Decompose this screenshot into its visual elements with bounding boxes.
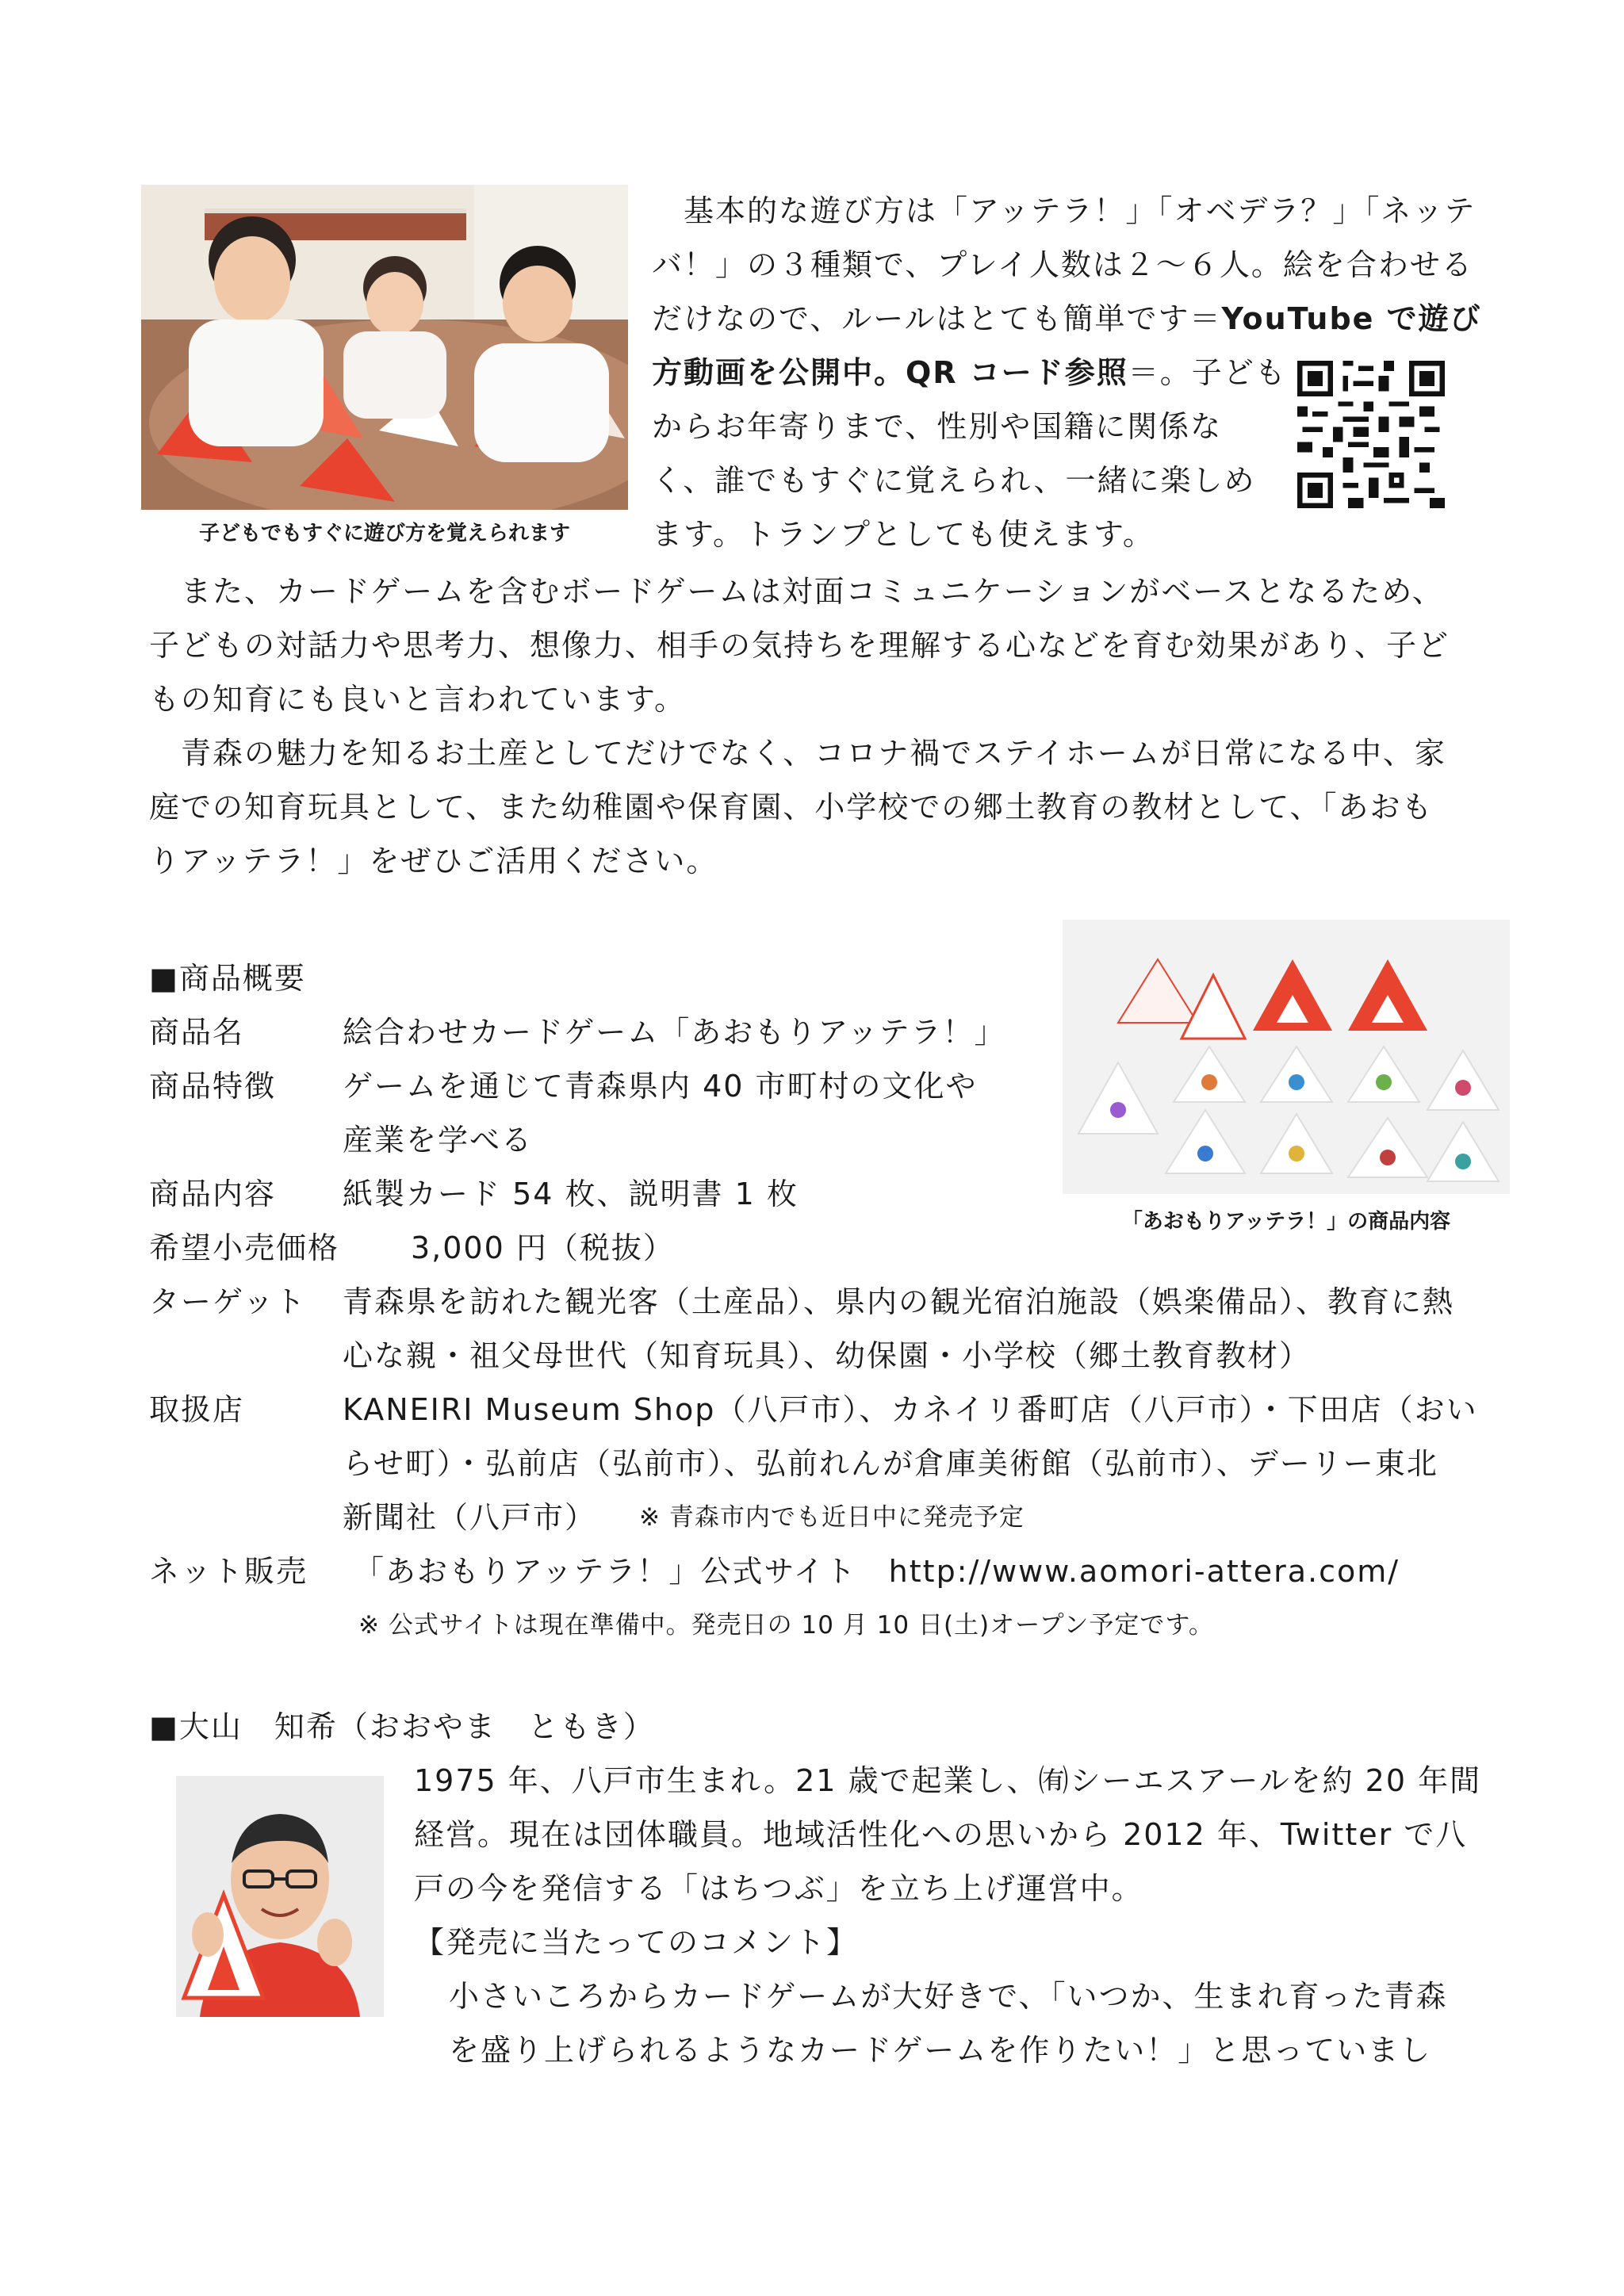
store-note: ※ 青森市内でも近日中に発売予定 [639,1503,1025,1532]
value-product-name: 絵合わせカードゲーム「あおもりアッテラ！」 [343,1015,1006,1050]
profile-heading: ■大山 知希（おおやま ともき） [149,1709,655,1744]
para2-line-2: 子どもの対話力や思考力、想像力、相手の気持ちを理解する心などを育む効果があり、子ど [149,628,1450,663]
label-online-sales: ネット販売 [149,1554,308,1589]
value-product-features-2: 産業を学べる [343,1123,534,1158]
para2-line-1: また、カードゲームを含むボードゲームは対面コミュニケーションがベースとなるため、 [149,574,1444,609]
intro-line-3: だけなので、ルールはとても簡単です＝YouTube で遊び [652,301,1482,336]
profile-line-3: 戸の今を発信する「はちつぶ」を立ち上げ運営中。 [414,1871,1143,1906]
qr-code-image[interactable] [1297,361,1445,508]
youtube-bold: YouTube で遊び [1221,301,1482,336]
label-product-features: 商品特徴 [149,1069,277,1104]
value-stores-2: らせ町）・弘前店（弘前市）、弘前れんが倉庫美術館（弘前市）、デーリー東北 [343,1446,1438,1481]
product-heading: ■商品概要 [149,961,306,996]
comment-line-2: を盛り上げられるようなカードゲームを作りたい！」と思っていまし [449,2033,1432,2068]
children-playing-photo [141,185,628,510]
photo1-caption: 子どもでもすぐに遊び方を覚えられます [198,522,570,545]
value-stores-1: KANEIRI Museum Shop（八戸市）、カネイリ番町店（八戸市）・下田店（おい [343,1392,1478,1427]
para2-line-3: もの知育にも良いと言われています。 [149,682,686,717]
para3-line-1: 青森の魅力を知るお土産としてだけでなく、コロナ禍でステイホームが日常になる中、家 [149,736,1446,771]
value-product-features-1: ゲームを通じて青森県内 40 市町村の文化や [343,1069,978,1104]
profile-line-1: 1975 年、八戸市生まれ。21 歳で起業し、㈲シーエスアールを約 20 年間 [414,1763,1482,1798]
value-target-2: 心な親・祖父母世代（知育玩具）、幼保園・小学校（郷土教育教材） [343,1338,1312,1373]
intro-line-4: 方動画を公開中。QR コード参照＝。子ども [652,355,1287,390]
site-note: ※ 公式サイトは現在準備中。発売日の 10 月 10 日(土)オープン予定です。 [358,1611,1214,1640]
profile-photo [176,1776,384,2017]
intro-line-5: からお年寄りまで、性別や国籍に関係な [652,409,1223,444]
intro-line-6: く、誰でもすぐに覚えられ、一緒に楽しめ [652,463,1256,498]
product-contents-photo [1063,920,1510,1194]
profile-line-2: 経営。現在は団体職員。地域活性化への思いから 2012 年、Twitter で八 [414,1817,1468,1852]
label-product-contents: 商品内容 [149,1177,277,1211]
para3-line-3: りアッテラ！」をぜひご活用ください。 [149,844,718,878]
intro-line-2: バ！」の３種類で、プレイ人数は２～６人。絵を合わせる [652,247,1473,282]
label-product-name: 商品名 [149,1015,245,1050]
qr-bold: 方動画を公開中。QR コード参照 [652,355,1128,390]
value-retail-price: 3,000 円（税抜） [411,1230,675,1265]
product-photo-caption: 「あおもりアッテラ！」の商品内容 [1121,1210,1451,1234]
label-retail-price: 希望小売価格 [149,1230,340,1265]
label-target: ターゲット [149,1284,307,1319]
value-target-1: 青森県を訪れた観光客（土産品）、県内の観光宿泊施設（娯楽備品）、教育に熱 [343,1284,1455,1319]
comment-heading: 【発売に当たってのコメント】 [414,1925,859,1960]
value-online-sales[interactable]: 「あおもりアッテラ！」公式サイト http://www.aomori-attera.com/ [354,1554,1400,1589]
value-stores-3: 新聞社（八戸市） [343,1500,597,1535]
intro-line-1: 基本的な遊び方は「アッテラ！」「オベデラ？」「ネッテ [652,193,1477,228]
para3-line-2: 庭での知育玩具として、また幼稚園や保育園、小学校での郷土教育の教材として、「あおも [149,790,1434,825]
comment-line-1: 小さいころからカードゲームが大好きで、「いつか、生まれ育った青森 [449,1979,1448,2014]
intro-line-7: ます。トランプとしても使えます。 [652,517,1155,552]
value-product-contents: 紙製カード 54 枚、説明書 1 枚 [343,1177,799,1211]
label-stores: 取扱店 [149,1392,245,1427]
